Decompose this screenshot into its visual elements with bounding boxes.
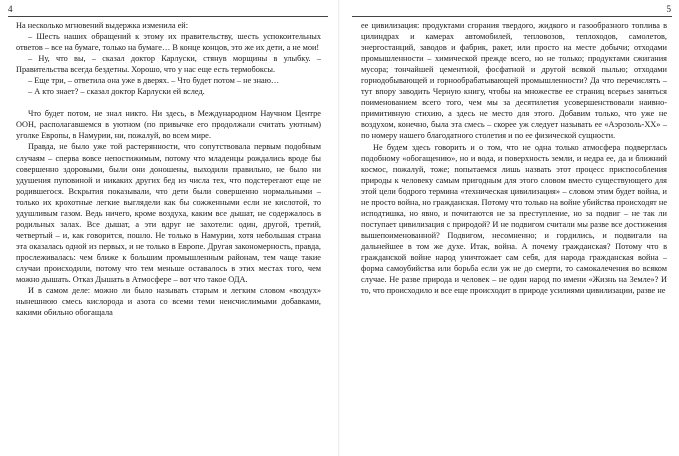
paragraph: Что будет потом, не знал никто. Ни здесь, в Международном Научном Центре ООН, располагавшемся в уютном (по привычке его продолжали считать уютным) уголке Европы, в Намурии, ни, пожалуй, во всем мире. [16, 109, 321, 141]
paragraph: – Ну, что вы, – сказал доктор Карлуски, стянув морщины в улыбку. – Правительства всегда бездетны. Хорошо, что у нас еще есть термобоксы. [16, 54, 321, 75]
page-number-right: 5 [666, 4, 671, 14]
paragraph: Правда, не было уже той растерянности, что сопутствовала первым подобным случаям – сперва вовсе непостижимым, потому что младенцы рождались вроде бы совершенно здоровыми, были они доношены, выходили правильно, не было ни удушения пуповиной и никаких других бед из числа тех, что подстерегают еще не родившегося. Вскрытия показывали, что дети были совершенно нормальными – только их крохотные легкие выглядели как бы сожженными если не кислотой, то удушливым газом. Ведь ничего, кроме воздуха, каким все дышат, не содержалось в родильных залах. Все дышат, а эти вдруг не захотели: один, другой, третий, четвертый – и, как говорится, пошло. Не только в Намурии, хотя небольшая страна эта оказалась одной из первых, и не только в Европе. Другая закономерность, правда, прослеживалась: чем ближе к большим промышленным районам, тем чаще такие случаи происходили, потому что тем меньше оставалось в этих местах того, чем можно дышать. Отказ Дышать в Атмосфере – вот что такое ОДА. [16, 142, 321, 285]
paragraph: И в самом деле: можно ли было называть старым и легким словом «воздух» нынешнюю смесь кислорода и азота со всеми теми неисчислимыми добавками, какими обильно обогащала [16, 286, 321, 318]
header-rule-left [8, 16, 328, 17]
paragraph: Не будем здесь говорить и о том, что не одна только атмосфера подверглась подобному «обогащению», но и вода, и поверхность земли, и недра ее, да и ближний космос, пожалуй, тоже; попытаемся лишь назвать этот процесс приспособления природы к человеку самым пригодным для этого словом вместо существующего для этой цели бодрого термина «техническая цивилизация» – словом этим будет война, и не просто война, но гражданская. Потому что только на войне убийства происходят не исподтишка, но явно, и почитаются не за преступление, но за подвиг – не так ли поступает цивилизация с природой? И не подвигом считали мы разве все достижения вышепоименованной? Подвигом, несомненно; и гордились, и подвигали на дальнейшее в том же духе. Итак, война. А почему гражданская? Потому что в гражданской войне народ уничтожает сам себя, для народа гражданская война – форма самоубийства или борьба если уж не до смерти, то самокалечения во всяком случае. Не разве природа и человек – не один народ по имени «Жизнь на Земле»? И то, что происходило и все еще происходит в природе усилиями цивилизации, разве не [361, 142, 667, 296]
paragraph: – Еще три, – ответила она уже в дверях. – Что будет потом – не знаю… [28, 76, 280, 86]
paragraph: ее цивилизация: продуктами сгорания твердого, жидкого и газообразного топлива в цилиндрах и камерах автомобилей, тепловозов, теплоходов, самолетов, энергостанций, заводов и фабрик, ракет, или просто на месте добычи; отходами промышленности – химической прежде всего, но не только; продуктами сжигания мусора; тончайшей цементной, фосфатной и другой всякой пылью; отходами горнодобывающей и горнообрабатывающей промышленности? Да что перечислять – тут впору заводить Черную книгу, чтобы на множестве ее страниц всерьез заняться поименованием всего того, чем мы за десятилетия усовершенствовали наивно-примитивную стихию, а здесь не место для этого. Добавим только, что уже не воздухом, конечно, была эта смесь – скорее уж следует называть ее «Аэрозоль-ХХ» – по номеру нашего благодатного столетия и по ее физической сущности. [361, 21, 667, 141]
right-page-text [361, 20, 667, 456]
book-spine-shadow [338, 0, 340, 456]
paragraph: – А кто знает? – сказал доктор Карлуски ей вслед. [28, 87, 205, 97]
paragraph: – Шесть наших обращений к этому их правительству, шесть успокоительных ответов – все на бумаге, только на бумаге… В конце концов, это же их дети, а не мои! [16, 32, 321, 53]
page-number-left: 4 [8, 4, 13, 14]
paragraph: На несколько мгновений выдержка изменила ей: [16, 21, 189, 30]
left-page-text [16, 20, 321, 456]
header-rule-right [352, 16, 672, 17]
